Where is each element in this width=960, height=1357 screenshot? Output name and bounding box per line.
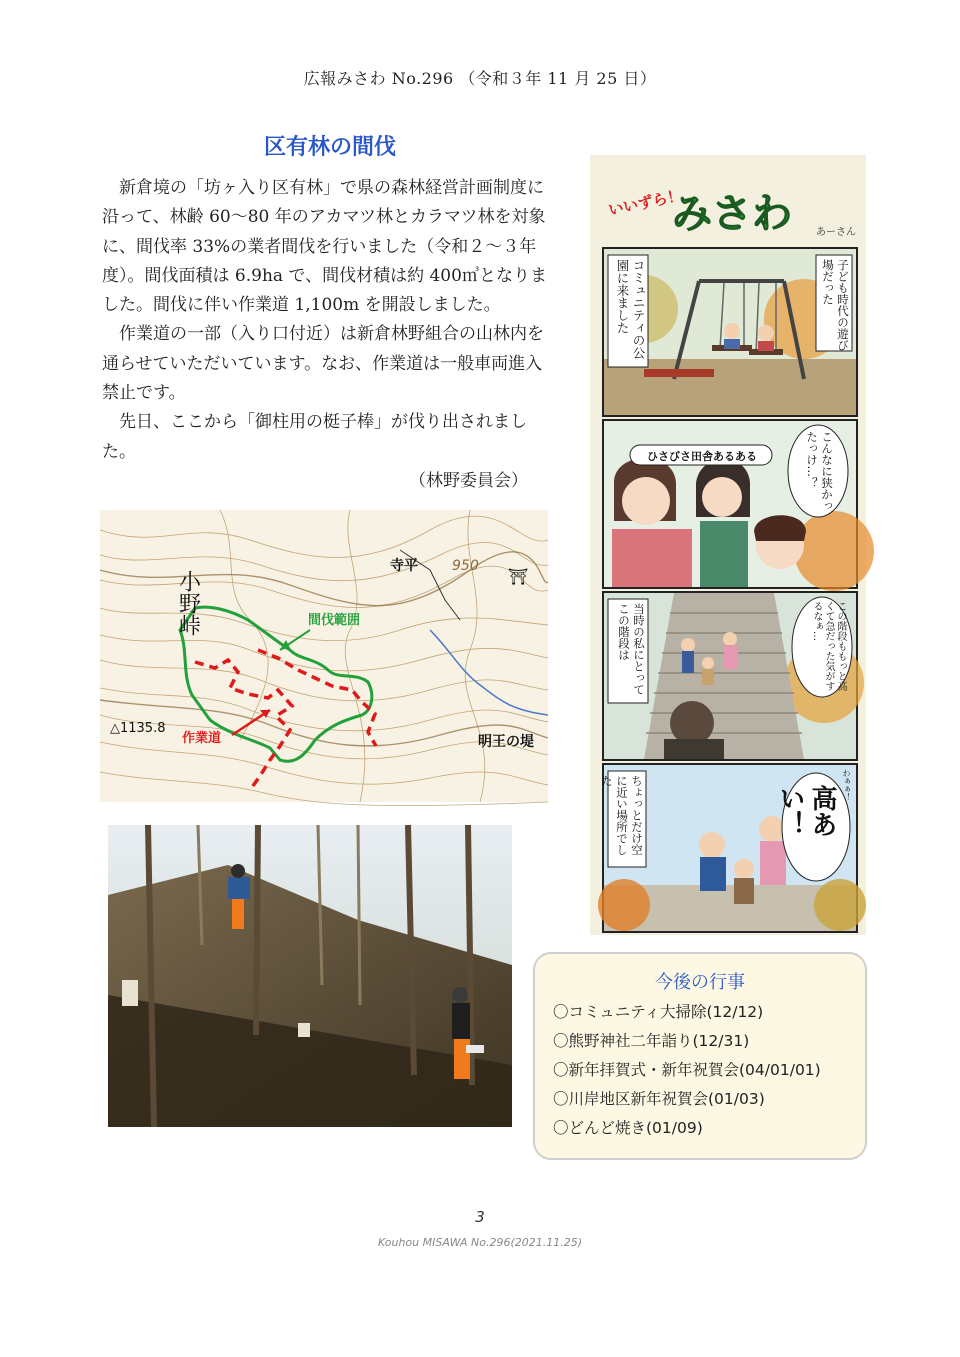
map-label-sagyodo: 作業道 bbox=[182, 731, 222, 746]
events-list bbox=[553, 998, 821, 1143]
event-item: 〇コミュニティ大掃除(12/12) bbox=[553, 1003, 764, 1021]
event-item: 〇熊野神社二年詣り(12/31) bbox=[553, 1032, 750, 1050]
event-item: 〇どんど焼き(01/09) bbox=[553, 1119, 703, 1137]
article-paragraph-2: 作業道の一部（入り口付近）は新倉林野組合の山林内を通らせていただいています。なお、作業道は一般車両進入禁止です。 bbox=[102, 324, 544, 404]
manga-panel-4-caption: ちょっとだけ空に近い場所でした bbox=[600, 775, 644, 856]
topographic-map bbox=[100, 510, 548, 802]
forest-work-photo bbox=[108, 825, 512, 1127]
map-label-onotoge: 小野峠 bbox=[175, 570, 201, 636]
manga-strip bbox=[590, 155, 866, 935]
map-shrine-icon: ⛩ bbox=[508, 567, 529, 586]
event-item: 〇川岸地区新年祝賀会(01/03) bbox=[553, 1090, 765, 1108]
manga-panel-3-bubble: この階段ももっと高くて急だった気がするなぁ… bbox=[811, 601, 846, 691]
signature-line bbox=[102, 467, 554, 496]
article-paragraph-3: 先日、ここから「御柱用の梃子棒」が伐り出されました。 bbox=[102, 412, 527, 462]
page-header: 広報みさわ No.296 （令和３年 11 月 25 日） bbox=[303, 69, 657, 88]
event-item: 〇新年拝賀式・新年祝賀会(04/01/01) bbox=[553, 1061, 821, 1079]
map-label-myoo: 明王の堤 bbox=[478, 734, 534, 750]
publication-footer: Kouhou MISAWA No.296(2021.11.25) bbox=[377, 1236, 583, 1249]
article-paragraph-1: 新倉境の「坊ヶ入り区有林」で県の森林経営計画制度に沿って、林齢 60〜80 年のアカマツ林とカラマツ林を対象に、間伐率 33%の業者間伐を行いました（令和２〜３年度）。間伐面積は 6.9ha で、間伐材積は約 400㎥となりました。間伐に伴い作業道 1,100m を開設しました。 bbox=[102, 178, 547, 316]
manga-panel-2-bubble: こんなに狭かったっけ…？ bbox=[805, 431, 834, 512]
manga-panel-4-small: わぁぁ！ bbox=[842, 769, 851, 801]
events-title: 今後の行事 bbox=[655, 972, 745, 993]
manga-logo-big: みさわ bbox=[672, 191, 792, 237]
article-title: 区有林の間伐 bbox=[263, 135, 396, 160]
map-graphic bbox=[100, 510, 548, 802]
manga-panel-1 bbox=[602, 247, 858, 417]
article-body bbox=[102, 174, 554, 496]
manga-author: あーさん bbox=[816, 227, 856, 238]
manga-panel-4 bbox=[602, 763, 858, 933]
upcoming-events-box bbox=[533, 952, 867, 1160]
manga-panel-2-label: ひさびさ田舎あるある bbox=[647, 450, 757, 463]
article-signature: （林野委員会） bbox=[409, 470, 528, 491]
map-label-elev-950: 950 bbox=[452, 558, 479, 574]
map-label-elev-1135: △1135.8 bbox=[110, 721, 166, 736]
manga-logo-small: いいずら！ bbox=[606, 186, 684, 220]
page-number: 3 bbox=[475, 1208, 485, 1226]
photo-graphic bbox=[108, 825, 512, 1127]
map-label-terahira: 寺平 bbox=[390, 558, 418, 574]
manga-panel-2 bbox=[602, 419, 858, 589]
manga-logo bbox=[590, 155, 866, 245]
manga-panel-3 bbox=[602, 591, 858, 761]
manga-panel-1-caption: コミュニティの公園に来ました bbox=[615, 259, 646, 359]
map-label-kanbatsu: 間伐範囲 bbox=[308, 613, 361, 628]
manga-panel-4-shout: 高あい！ bbox=[775, 785, 837, 837]
manga-panel-1-bubble: 子ども時代の遊び場だった bbox=[821, 259, 850, 351]
manga-panel-3-caption: 当時の私にとってこの階段は bbox=[617, 603, 646, 695]
